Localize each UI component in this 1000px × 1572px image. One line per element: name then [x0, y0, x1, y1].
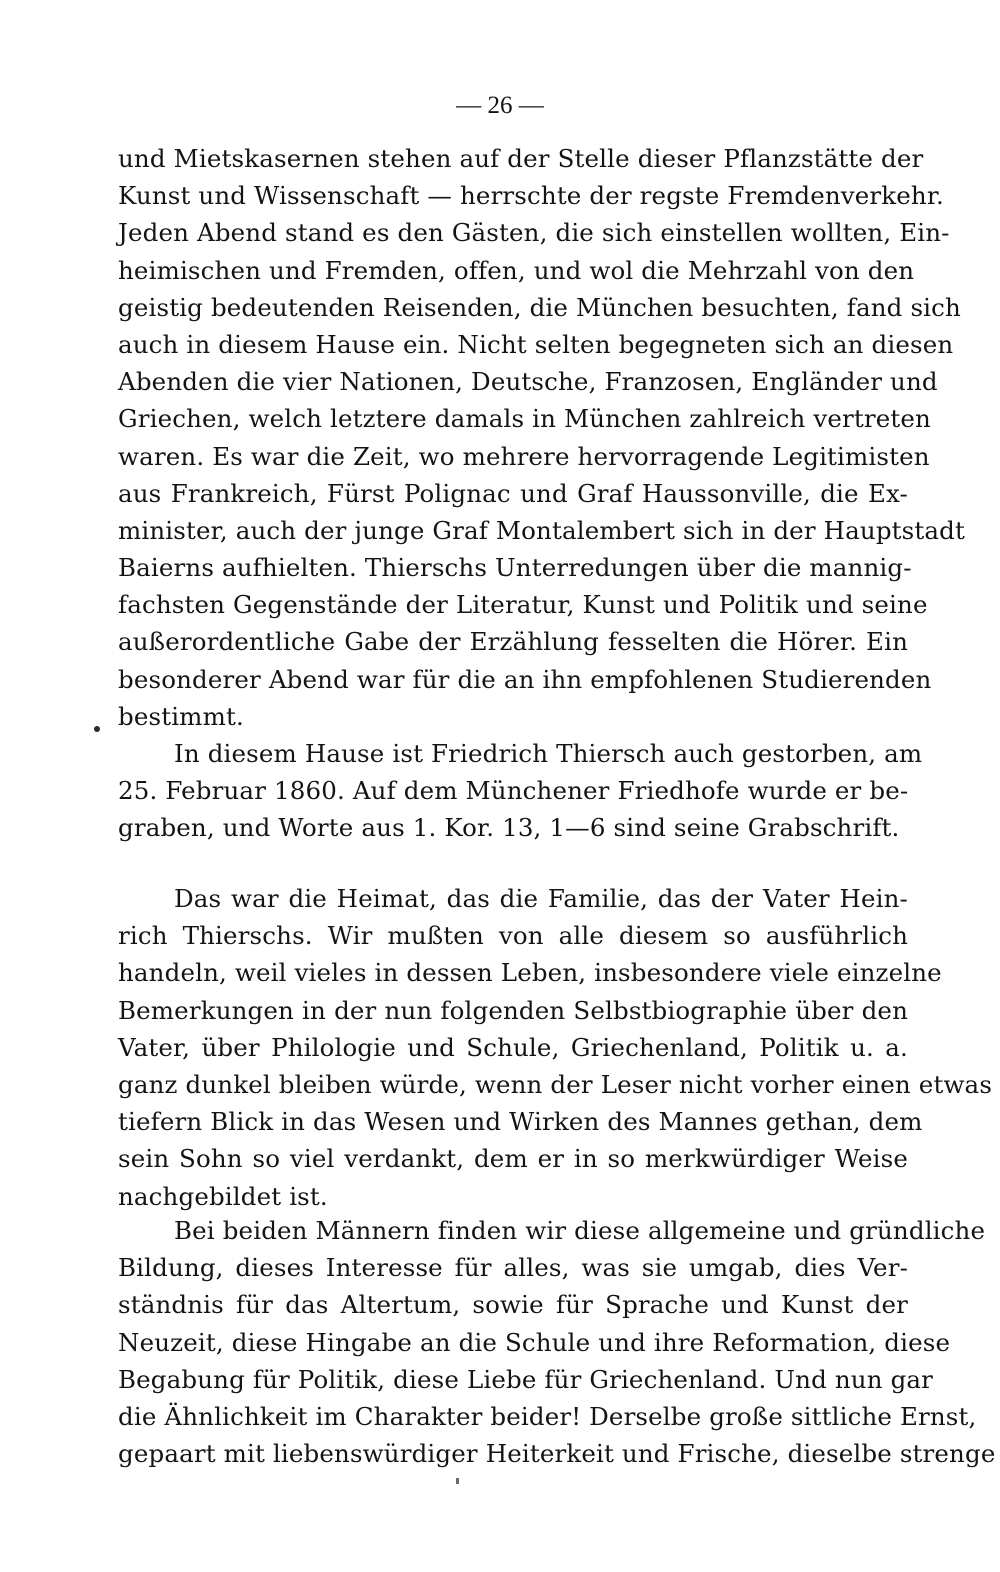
text-line: rich Thierschs. Wir mußten von alle diesem so ausführlich: [118, 921, 908, 951]
text-line: und Mietskasernen stehen auf der Stelle dieser Pflanzstätte der: [118, 144, 924, 173]
text-line: heimischen und Fremden, offen, und wol die Mehrzahl von den: [118, 255, 915, 285]
text-line: Kunst und Wissenschaft — herrschte der regste Fremdenverkehr.: [118, 181, 944, 211]
text-line: handeln, weil vieles in dessen Leben, insbesondere viele einzelne: [118, 958, 942, 988]
text-line: auch in diesem Hause ein. Nicht selten begegneten sich an diesen: [118, 329, 954, 359]
text-line: nachgebildet ist.: [118, 1181, 328, 1211]
text-line: minister, auch der junge Graf Montalembert sich in der Hauptstadt: [118, 515, 965, 545]
text-line: bestimmt.: [118, 701, 244, 731]
paragraph-2: [118, 735, 923, 847]
text-line: Bei beiden Männern finden wir diese allgemeine und gründliche: [174, 1216, 986, 1245]
text-line: die Ähnlichkeit im Charakter beider! Derselbe große sittliche Ernst,: [118, 1401, 977, 1431]
text-line: Begabung für Politik, diese Liebe für Griechenland. Und nun gar: [118, 1364, 934, 1394]
text-line: tiefern Blick in das Wesen und Wirken des Mannes gethan, dem: [118, 1107, 923, 1137]
paragraph-1: [118, 140, 965, 735]
text-line: gepaart mit liebenswürdiger Heiterkeit und Frische, dieselbe strenge: [118, 1439, 996, 1469]
text-line: fachsten Gegenstände der Literatur, Kunst und Politik und seine: [118, 590, 928, 620]
page-number: — 26 —: [456, 92, 544, 119]
text-line: besonderer Abend war für die an ihn empfohlenen Studierenden: [118, 664, 932, 694]
text-line: Bemerkungen in der nun folgenden Selbstbiographie über den: [118, 995, 908, 1025]
text-line: Baierns aufhielten. Thierschs Unterredungen über die mannig-: [118, 553, 912, 583]
text-line: Abenden die vier Nationen, Deutsche, Franzosen, Engländer und: [118, 367, 938, 397]
text-line: Bildung, dieses Interesse für alles, was sie umgab, dies Ver-: [118, 1253, 908, 1283]
paragraph-4: [118, 1212, 996, 1472]
text-line: waren. Es war die Zeit, wo mehrere hervorragende Legitimisten: [118, 441, 930, 471]
paragraph-3: [118, 880, 993, 1215]
text-line: geistig bedeutenden Reisenden, die München besuchten, fand sich: [118, 292, 961, 322]
text-line: außerordentliche Gabe der Erzählung fesselten die Hörer. Ein: [118, 627, 908, 657]
text-line: graben, und Worte aus 1. Kor. 13, 1—6 sind seine Grabschrift.: [118, 813, 900, 843]
text-line: ganz dunkel bleiben würde, wenn der Leser nicht vorher einen etwas: [118, 1069, 993, 1099]
text-line: Neuzeit, diese Hingabe an die Schule und ihre Reformation, diese: [118, 1327, 951, 1357]
ink-dot: [94, 726, 100, 732]
text-line: Das war die Heimat, das die Familie, das der Vater Hein-: [174, 884, 908, 913]
text-line: Jeden Abend stand es den Gästen, die sich einstellen wollten, Ein-: [118, 218, 950, 248]
text-line: aus Frankreich, Fürst Polignac und Graf Haussonville, die Ex-: [118, 478, 908, 508]
text-line: Griechen, welch letztere damals in München zahlreich vertreten: [118, 404, 931, 434]
text-line: Vater, über Philologie und Schule, Griechenland, Politik u. a.: [118, 1032, 908, 1062]
print-speck: [456, 1478, 459, 1484]
text-line: 25. Februar 1860. Auf dem Münchener Friedhofe wurde er be-: [118, 776, 909, 806]
text-line: sein Sohn so viel verdankt, dem er in so merkwürdiger Weise: [118, 1144, 908, 1174]
text-line: ständnis für das Altertum, sowie für Sprache und Kunst der: [118, 1290, 908, 1320]
text-line: In diesem Hause ist Friedrich Thiersch auch gestorben, am: [174, 739, 923, 768]
